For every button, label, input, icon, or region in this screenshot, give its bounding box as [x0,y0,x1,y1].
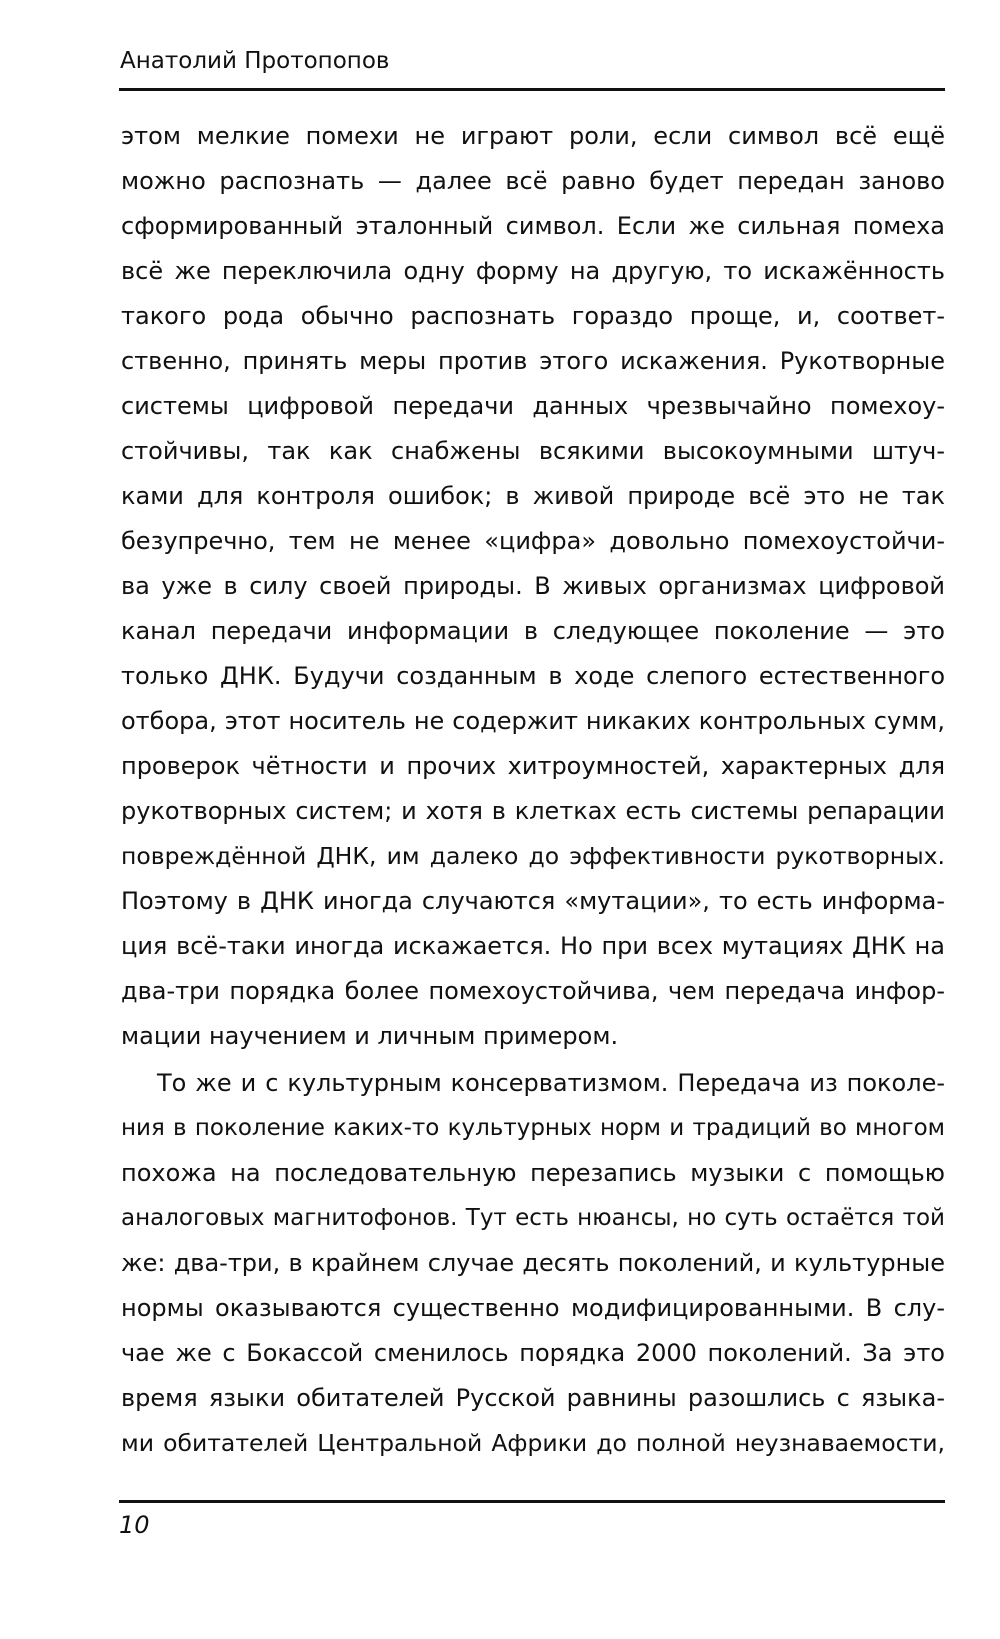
text-line: повреждённой ДНК, им далеко до эффективности рукотворных. [121,842,945,870]
text-line: аналоговых магнитофонов. Тут есть нюансы, но суть остаётся той [121,1205,945,1231]
text-line: ция всё-таки иногда искажается. Но при всех мутациях ДНК на [121,932,945,960]
text-line: ственно, принять меры против этого искажения. Рукотворные [121,347,945,375]
text-line: ва уже в силу своей природы. В живых организмах цифровой [121,572,945,600]
header-rule [119,88,945,91]
text-line: такого рода обычно распознать гораздо проще, и, соответ- [121,302,945,330]
text-line: время языки обитателей Русской равнины разошлись с языка- [121,1384,945,1412]
text-line: всё же переключила одну форму на другую, то искажённость [121,257,945,285]
text-line: системы цифровой передачи данных чрезвычайно помехоу- [121,392,945,420]
text-line: То же и с культурным консерватизмом. Передача из поколе- [157,1069,945,1097]
paragraph [121,1061,945,1466]
text-line: чае же с Бокассой сменилось порядка 2000 поколений. За это [121,1339,945,1367]
text-line: проверок чётности и прочих хитроумностей, характерных для [121,752,945,780]
text-line: же: два-три, в крайнем случае десять поколений, и культурные [121,1249,945,1277]
text-line: стойчивы, так как снабжены всякими высокоумными штуч- [121,437,945,465]
text-line: рукотворных систем; и хотя в клетках есть системы репарации [121,797,945,825]
text-line: Поэтому в ДНК иногда случаются «мутации», то есть информа- [121,887,945,915]
text-line: канал передачи информации в следующее поколение — это [121,617,945,645]
text-line: ния в поколение каких-то культурных норм и традиций во многом [121,1115,945,1141]
text-line: ми обитателей Центральной Африки до полной неузнаваемости, [121,1429,945,1457]
text-line: похожа на последовательную перезапись музыки с помощью [121,1159,945,1187]
text-line: только ДНК. Будучи созданным в ходе слепого естественного [121,662,945,690]
text-line: мации научением и личным примером. [121,1022,619,1050]
paragraph [121,114,945,1059]
text-line: нормы оказываются существенно модифицированными. В слу- [121,1294,945,1322]
page-body [121,114,945,1466]
text-line: можно распознать — далее всё равно будет передан заново [121,167,945,195]
page-number: 10 [119,1511,150,1539]
footer-rule [119,1500,945,1503]
text-line: два-три порядка более помехоустойчива, чем передача инфор- [121,977,945,1005]
text-line: отбора, этот носитель не содержит никаких контрольных сумм, [121,707,945,735]
text-line: ками для контроля ошибок; в живой природе всё это не так [121,482,945,510]
text-line: этом мелкие помехи не играют роли, если символ всё ещё [121,122,945,150]
text-line: сформированный эталонный символ. Если же сильная помеха [121,212,945,240]
running-header-author: Анатолий Протопопов [120,48,390,74]
text-line: безупречно, тем не менее «цифра» довольно помехоустойчи- [121,527,945,555]
